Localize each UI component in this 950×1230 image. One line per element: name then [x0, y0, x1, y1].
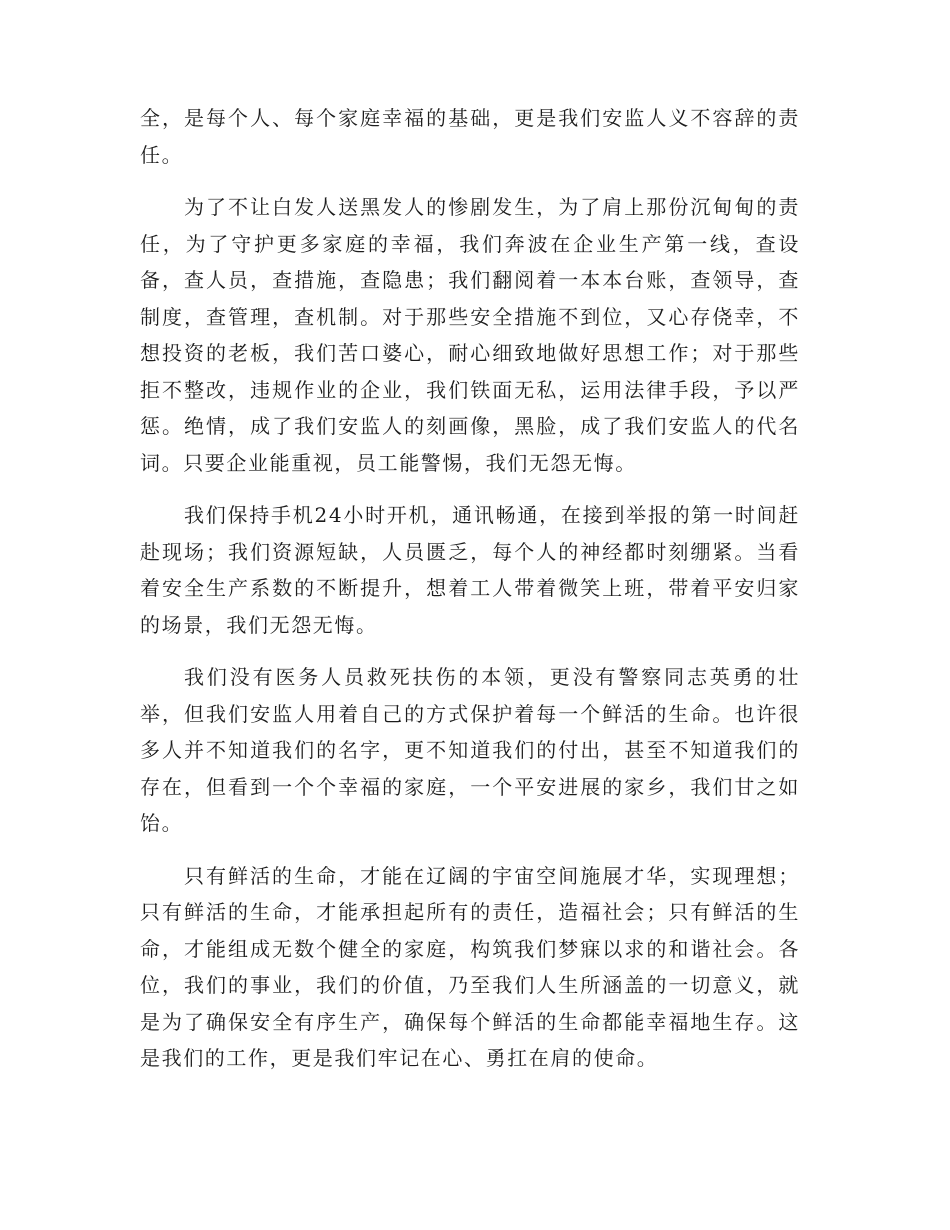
- paragraph-continuation: 全，是每个人、每个家庭幸福的基础，更是我们安监人义不容辞的责任。: [140, 106, 800, 167]
- paragraph-protecting-lives: 我们没有医务人员救死扶伤的本领，更没有警察同志英勇的壮举，但我们安监人用着自己的方式保护着每一个鲜活的生命。也许很多人并不知道我们的名字，更不知道我们的付出，甚至不知道我们的存在，但看到一个个幸福的家庭，一个平安进展的家乡，我们甘之如饴。: [140, 665, 800, 835]
- paragraph-mission: 只有鲜活的生命，才能在辽阔的宇宙空间施展才华，实现理想；只有鲜活的生命，才能承担起所有的责任，造福社会；只有鲜活的生命，才能组成无数个健全的家庭，构筑我们梦寐以求的和谐社会。各位，我们的事业，我们的价值，乃至我们人生所涵盖的一切意义，就是为了确保安全有序生产，确保每个鲜活的生命都能幸福地生存。这是我们的工作，更是我们牢记在心、勇扛在肩的使命。: [140, 863, 800, 1070]
- document-body: [140, 100, 800, 1093]
- paragraph-inspection-duties: 为了不让白发人送黑发人的惨剧发生，为了肩上那份沉甸甸的责任，为了守护更多家庭的幸福，我们奔波在企业生产第一线，查设备，查人员，查措施，查隐患；我们翻阅着一本本台账，查领导，查制度，查管理，查机制。对于那些安全措施不到位，又心存侥幸，不想投资的老板，我们苦口婆心，耐心细致地做好思想工作；对于那些拒不整改，违规作业的企业，我们铁面无私，运用法律手段，予以严惩。绝情，成了我们安监人的刻画像，黑脸，成了我们安监人的代名词。只要企业能重视，员工能警惕，我们无怨无悔。: [140, 195, 800, 475]
- paragraph-24-hour-duty: 我们保持手机24小时开机，通讯畅通，在接到举报的第一时间赶赴现场；我们资源短缺，人员匮乏，每个人的神经都时刻绷紧。当看着安全生产系数的不断提升，想着工人带着微笑上班，带着平安归家的场景，我们无怨无悔。: [140, 503, 800, 637]
